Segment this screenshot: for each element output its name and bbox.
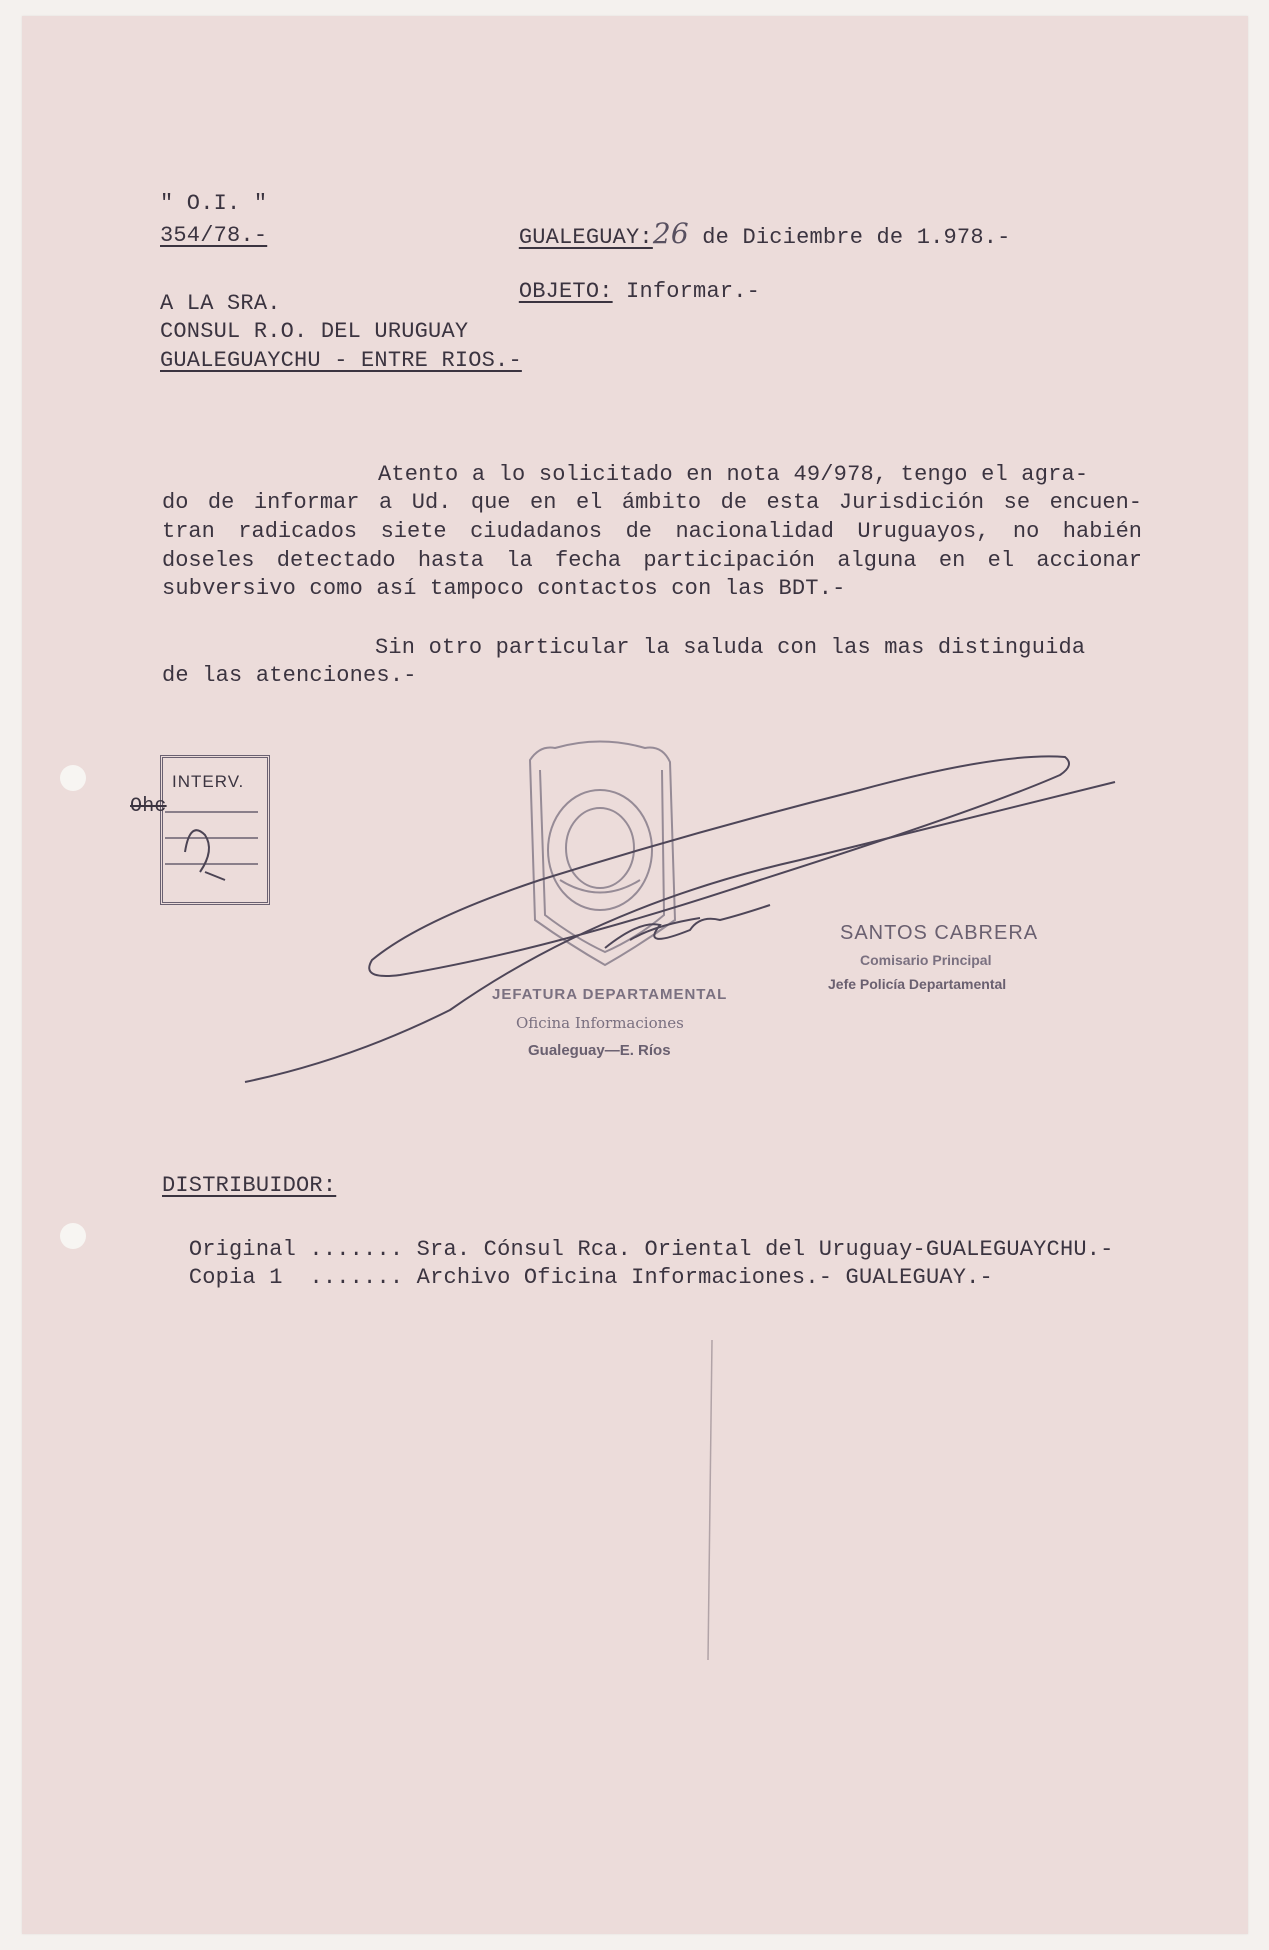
body-p1-line-3: tran radicados siete ciudadanos de nacionalidad Uruguayos, no habién (162, 519, 1142, 544)
reference-code: " O.I. " (160, 191, 268, 216)
signer-title-1: Comisario Principal (860, 952, 992, 968)
body-p1-line-4: doseles detectado hasta la fecha participación alguna en el accionar (162, 548, 1142, 573)
addressee-line-3: GUALEGUAYCHU - ENTRE RIOS.- (160, 348, 522, 373)
body-p1-line-5: subversivo como así tampoco contactos con las BDT.- (162, 576, 846, 601)
stamp-office-line-2: Oficina Informaciones (516, 1014, 684, 1032)
subject-value: Informar.- (612, 279, 761, 304)
distribution-recipient: Sra. Cónsul Rca. Oriental del Uruguay-GUALEGUAYCHU.- (403, 1237, 1114, 1262)
distribution-heading: DISTRIBUIDOR: (162, 1173, 337, 1198)
distribution-dots: ....... (282, 1265, 404, 1290)
distribution-label: Original (188, 1237, 297, 1262)
stamp-office-line-3: Gualeguay—E. Ríos (528, 1042, 671, 1059)
distribution-label: Copia 1 (188, 1265, 283, 1290)
interv-label: INTERV. (172, 772, 245, 791)
subject-label: OBJETO: (518, 279, 613, 304)
body-p1-line-1: Atento a lo solicitado en nota 49/978, tengo el agra- (378, 462, 1089, 487)
body-p2-line-1: Sin otro particular la saluda con las mas distinguida (375, 635, 1086, 660)
addressee-line-2: CONSUL R.O. DEL URUGUAY (160, 319, 469, 344)
addressee-line-1: A LA SRA. (160, 291, 281, 316)
body-p1-line-2: do de informar a Ud. que en el ámbito de esta Jurisdición se encuen- (162, 490, 1142, 515)
distribution-recipient: Archivo Oficina Informaciones.- GUALEGUAY.- (403, 1265, 993, 1290)
reference-number: 354/78.- (160, 223, 268, 248)
body-p2-line-2: de las atenciones.- (162, 663, 417, 688)
signer-title-2: Jefe Policía Departamental (828, 976, 1007, 992)
date-day-handwritten: 26 (652, 217, 689, 250)
place-name: GUALEGUAY: (518, 225, 653, 250)
stamp-office-line-1: JEFATURA DEPARTAMENTAL (492, 986, 728, 1003)
interv-initials: Ohc (130, 795, 167, 818)
distribution-dots: ....... (296, 1237, 404, 1262)
date-text: de Diciembre de 1.978.- (688, 225, 1011, 250)
signer-name: SANTOS CABRERA (840, 922, 1039, 944)
